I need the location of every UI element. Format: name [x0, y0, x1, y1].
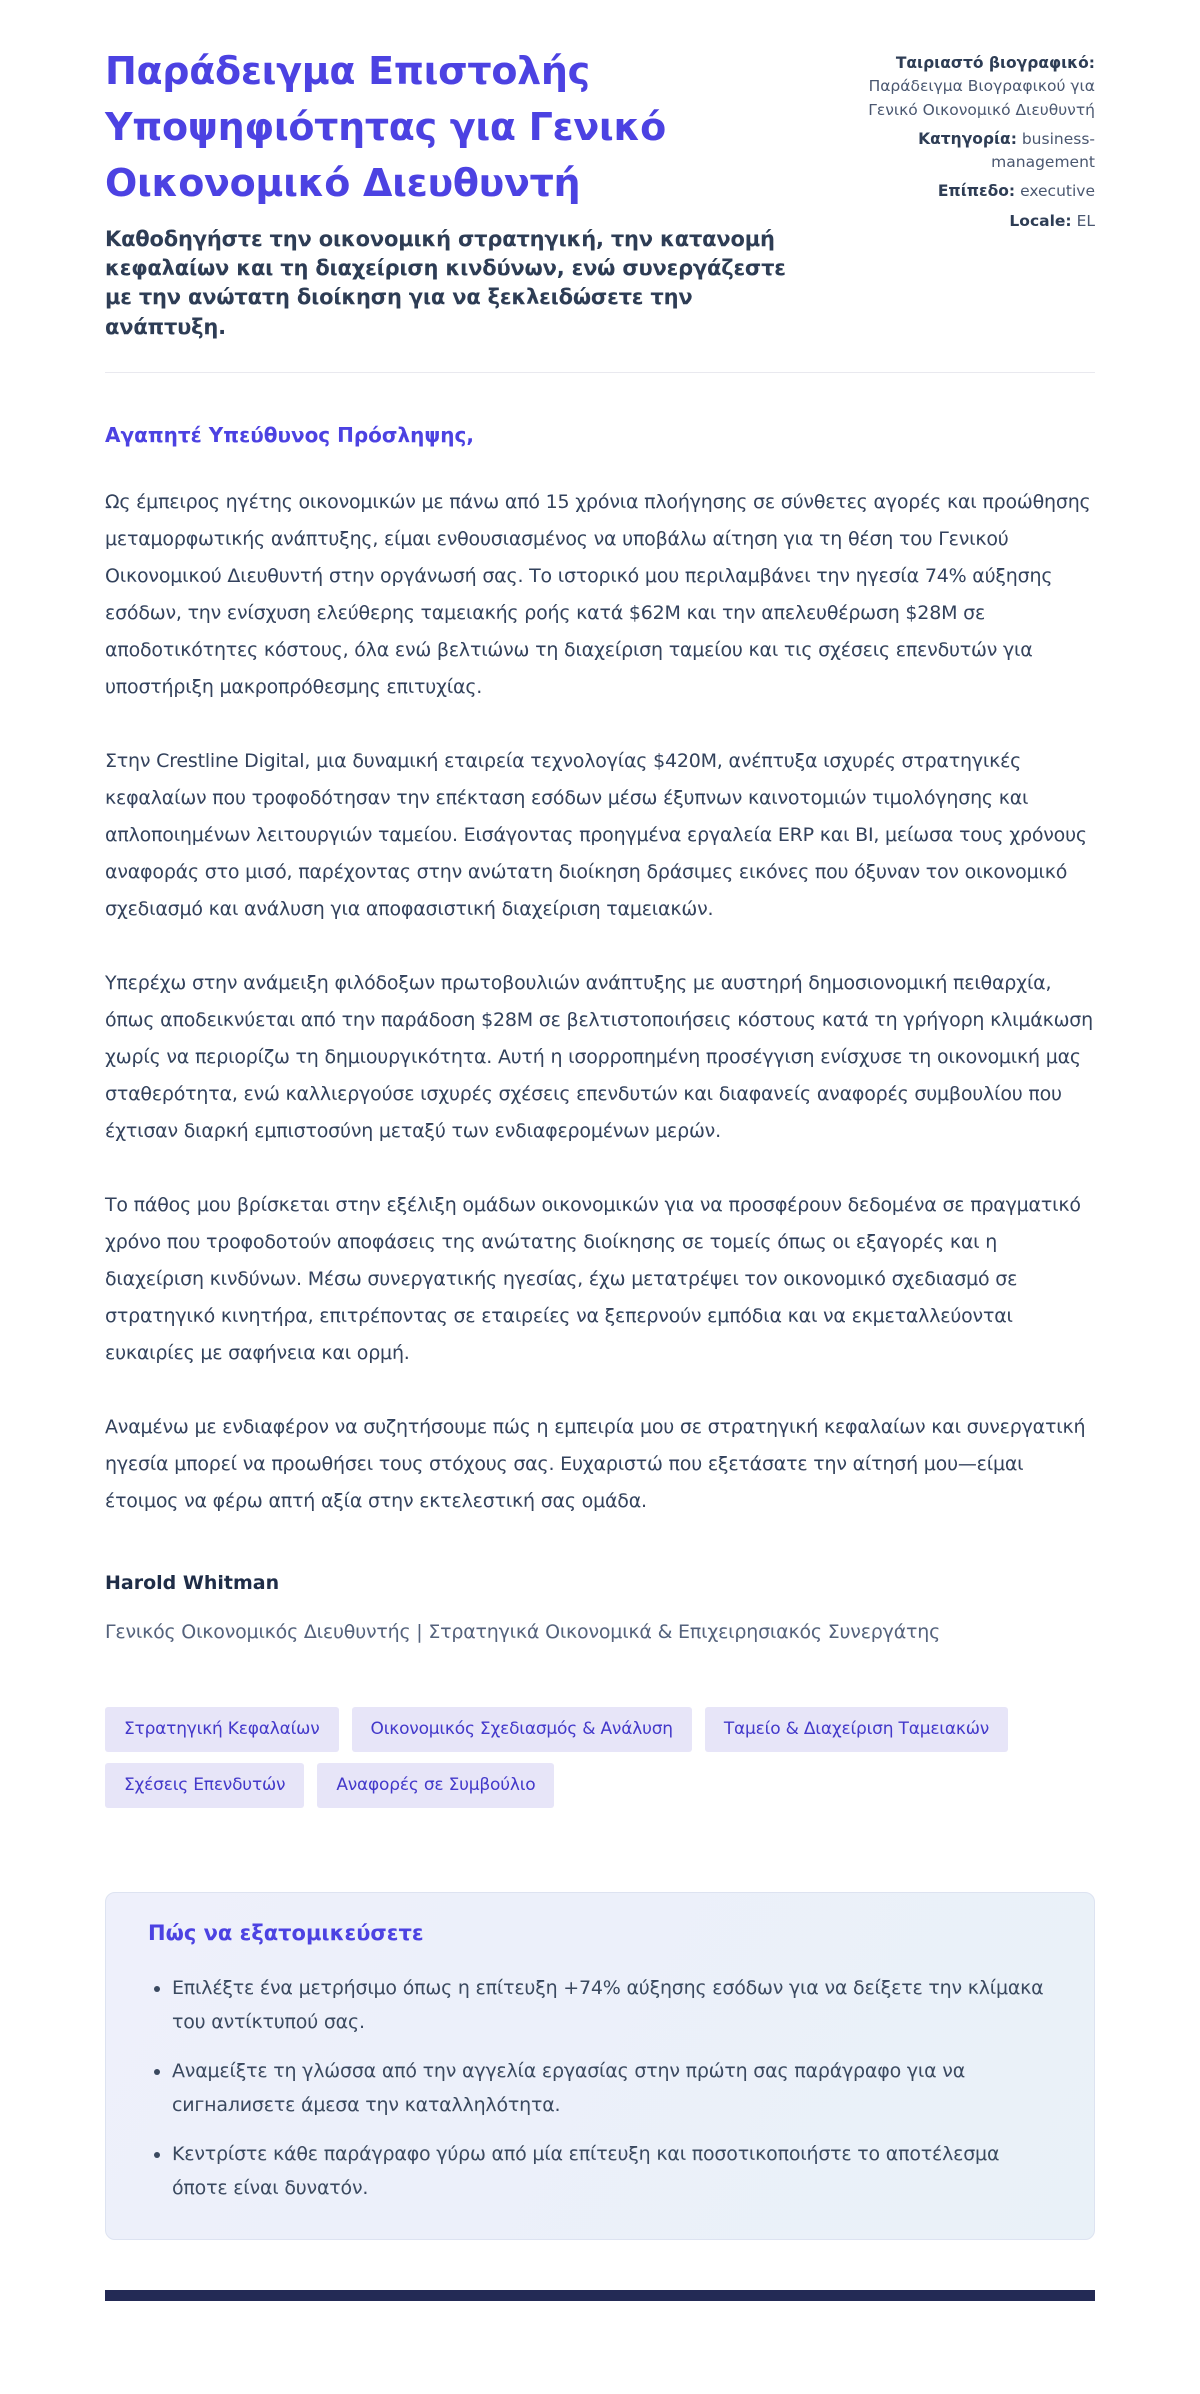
page [105, 0, 1095, 2301]
signature-name: Harold Whitman [105, 1572, 280, 1595]
meta-row-locale [830, 210, 1095, 233]
page-subtitle: Καθοδηγήστε την οικονομική στρατηγική, την κατανομή κεφαλαίων και τη διαχείριση κινδύνων, ενώ συνεργάζεστε με την ανώτατη διοίκηση για να ξεκλειδώσετε την ανάπτυξη. [105, 226, 786, 339]
meta-label-category: Κατηγορία: [918, 129, 1017, 148]
letter-paragraph: Το πάθος μου βρίσκεται στην εξέλιξη ομάδων οικονομικών για να προσφέρουν δεδομένα σε πραγματικό χρόνο που τροφοδοτούν αποφάσεις της ανώτατης διοίκησης σε τομείς όπως οι εξαγορές και η διαχείριση κινδύνων. Μέσω συνεργατικής ηγεσίας, έχω μετατρέψει τον οικονομικό σχεδιασμό σε στρατηγικό κινητήρα, επιτρέποντας σε εταιρείες να ξεπερνούν εμπόδια και να εκμεταλλεύονται ευκαιρίες με σαφήνεια και ορμή. [105, 1194, 1081, 1365]
letter-body [105, 373, 1095, 1643]
letter-greeting: Αγαπητέ Υπεύθυνος Πρόσληψης, [105, 423, 474, 448]
meta-row-level [830, 180, 1095, 203]
customize-list [148, 1971, 1052, 2205]
header [105, 44, 1095, 342]
meta-row-category [830, 128, 1095, 175]
footer-bar [105, 2290, 1095, 2301]
letter-paragraph: Υπερέχω στην ανάμειξη φιλόδοξων πρωτοβουλιών ανάπτυξης με αυστηρή δημοσιονομική πειθαρχία, όπως αποδεικνύεται από την παράδοση $28M σε βελτιστοποιήσεις κόστους κατά τη γρήγορη κλιμάκωση χωρίς να περιορίζω τη δημιουργικότητα. Αυτή η ισορροπημένη προσέγγιση ενίσχυσε τη οικονομική μας σταθερότητα, ενώ καλλιεργούσε ισχυρές σχέσεις επενδυτών και διαφανείς αναφορές συμβουλίου που έχτισαν διαρκή εμπιστοσύνη μεταξύ των ενδιαφερομένων μερών. [105, 972, 1093, 1143]
page-title: Παράδειγμα Επιστολής Υποψηφιότητας για Γενικό Οικονομικό Διευθυντή [105, 49, 666, 205]
letter-paragraph: Αναμένω με ενδιαφέρον να συζητήσουμε πώς η εμπειρία μου σε στρατηγική κεφαλαίων και συνεργατική ηγεσία μπορεί να προωθήσει τους στόχους σας. Ευχαριστώ που εξετάσατε την αίτησή μου—είμαι έτοιμος να φέρω απτή αξία στην εκτελεστική σας ομάδα. [105, 1416, 1086, 1513]
meta-value-matching-resume: Παράδειγμα Βιογραφικού για Γενικό Οικονομικό Διευθυντή [868, 77, 1095, 119]
skill-tag[interactable]: Οικονομικός Σχεδιασμός & Ανάλυση [352, 1707, 692, 1752]
meta-row-matching-resume [830, 52, 1095, 122]
letter-paragraph: Ως έμπειρος ηγέτης οικονομικών με πάνω από 15 χρόνια πλοήγησης σε σύνθετες αγορές και προώθησης μεταμορφωτικής ανάπτυξης, είμαι ενθουσιασμένος να υποβάλω αίτηση για τη θέση του Γενικού Οικονομικού Διευθυντή στην οργάνωσή σας. Το ιστορικό μου περιλαμβάνει την ηγεσία 74% αύξησης εσόδων, την ενίσχυση ελεύθερης ταμειακής ροής κατά $62M και την απελευθέρωση $28M σε αποδοτικότητες κόστους, όλα ενώ βελτιώνω τη διαχείριση ταμείου και τις σχέσεις επενδυτών για υποστήριξη μακροπρόθεσμης επιτυχίας. [105, 491, 1091, 699]
meta-value-locale: EL [1076, 211, 1095, 230]
customize-tip: • Κεντρίστε κάθε παράγραφο γύρω από μία επίτευξη και ποσοτικοποιήστε το αποτέλεσμα όποτε είναι δυνατόν. [172, 2137, 1052, 2205]
header-title-block [105, 44, 796, 342]
skill-tag[interactable]: Σχέσεις Επενδυτών [105, 1763, 304, 1808]
customize-tip: • Επιλέξτε ένα μετρήσιμο όπως η επίτευξη +74% αύξησης εσόδων για να δείξετε την κλίμακα του αντίκτυπού σας. [172, 1971, 1052, 2039]
meta-value-level: executive [1020, 182, 1095, 201]
meta-label-locale: Locale: [1009, 211, 1072, 230]
meta-label-level: Επίπεδο: [937, 182, 1016, 201]
customize-title: Πώς να εξατομικεύσετε [148, 1921, 424, 1946]
meta-value-category: business-management [991, 129, 1095, 171]
meta-panel [830, 44, 1095, 239]
customize-tip: • Αναμείξτε τη γλώσσα από την αγγελία εργασίας στην πρώτη σας παράγραφο για να сигналиσετε άμεσα την καταλληλότητα. [172, 2054, 1052, 2122]
letter-paragraph: Στην Crestline Digital, μια δυναμική εταιρεία τεχνολογίας $420M, ανέπτυξα ισχυρές στρατηγικές κεφαλαίων που τροφοδότησαν την επέκταση εσόδων μέσω έξυπνων καινοτομιών τιμολόγησης και απλοποιημένων λειτουργιών ταμείου. Εισάγοντας προηγμένα εργαλεία ERP και BI, μείωσα τους χρόνους αναφοράς στο μισό, παρέχοντας στην ανώτατη διοίκηση δράσιμες εικόνες που όξυναν τον οικονομικό σχεδιασμό και ανάλυση για αποφασιστική διαχείριση ταμειακών. [105, 750, 1087, 921]
skill-tag[interactable]: Ταμείο & Διαχείριση Ταμειακών [705, 1707, 1008, 1752]
signature-role: Γενικός Οικονομικός Διευθυντής | Στρατηγικά Οικονομικά & Επιχειρησιακός Συνεργάτης [105, 1621, 941, 1644]
customize-tips-box [105, 1892, 1095, 2240]
skill-tag[interactable]: Στρατηγική Κεφαλαίων [105, 1707, 339, 1752]
skill-tag[interactable]: Αναφορές σε Συμβούλιο [317, 1763, 554, 1808]
meta-label-matching-resume: Ταιριαστό βιογραφικό: [895, 54, 1095, 72]
skill-tags [105, 1707, 1095, 1808]
